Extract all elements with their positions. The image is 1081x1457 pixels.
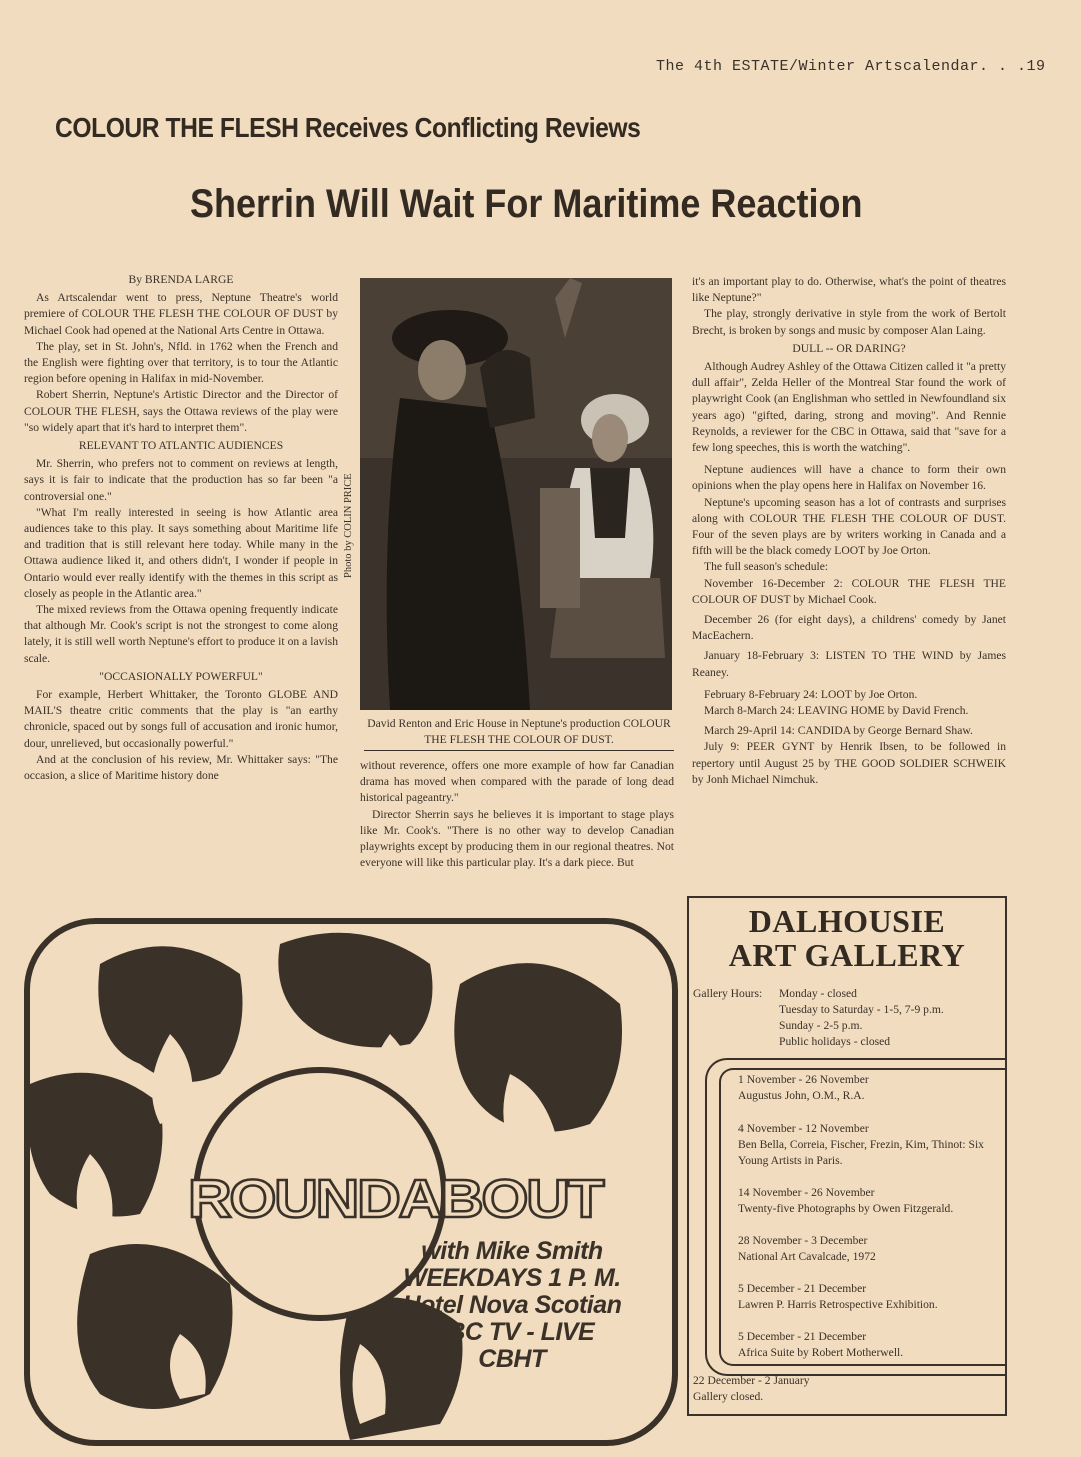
exhibition-title: Lawren P. Harris Retrospective Exhibition. bbox=[738, 1298, 938, 1311]
ad-details bbox=[382, 1238, 642, 1373]
paragraph: it's an important play to do. Otherwise, what's the point of theatres like Neptune?" bbox=[692, 275, 1006, 305]
paragraph: Neptune's upcoming season has a lot of contrasts and surprises along with COLOUR THE FLESH THE COLOUR OF DUST. Four of the seven plays are by writers working in Canada and a fifth will be the black comedy LOOT by Joe Orton. bbox=[692, 495, 1006, 558]
subheading: DULL -- OR DARING? bbox=[792, 341, 906, 355]
exhibition-dates: 5 December - 21 December bbox=[738, 1330, 867, 1343]
exhibition-item bbox=[738, 1121, 1000, 1169]
schedule-item: February 8-February 24: LOOT by Joe Orton. bbox=[704, 687, 918, 701]
paragraph: For example, Herbert Whittaker, the Toronto GLOBE AND MAIL'S theatre critic comments that the play is "an earthy chronicle, spaced out by songs full of accusation and ironic humor, dour, unrelieved, but occasionally powerful." bbox=[24, 688, 338, 750]
exhibition-dates: 1 November - 26 November bbox=[738, 1073, 869, 1086]
paragraph: The play, set in St. John's, Nfld. in 1762 when the French and the English were fighting over that territory, is to tour the Atlantic region before opening in Halifax in mid-November. bbox=[24, 339, 338, 386]
exhibition-item bbox=[738, 1281, 1000, 1313]
paragraph: without reverence, offers one more example of how far Canadian drama has moved when compared with the parade of long dead historical pageantry." bbox=[360, 759, 674, 805]
ad-time: WEEKDAYS 1 P. M. bbox=[403, 1264, 621, 1292]
article-kicker: COLOUR THE FLESH Receives Conflicting Reviews bbox=[55, 112, 641, 143]
article-column-2 bbox=[360, 758, 674, 871]
exhibition-dates: 14 November - 26 November bbox=[738, 1186, 875, 1199]
closed-dates: 22 December - 2 January bbox=[693, 1374, 810, 1387]
byline: By BRENDA LARGE bbox=[128, 273, 234, 286]
article-column-3 bbox=[692, 274, 1006, 788]
exhibition-title: Twenty-five Photographs by Owen Fitzgerald. bbox=[738, 1202, 954, 1215]
schedule-item: July 9: PEER GYNT by Henrik Ibsen, to be followed in repertory until August 25 by THE GOOD SOLDIER SCHWEIK by Jonh Michael Nimchuk. bbox=[692, 740, 1006, 786]
paragraph: Although Audrey Ashley of the Ottawa Citizen called it "a pretty dull affair", Zelda Heller of the Montreal Star found the work of playwright Cook (an Englishman who settled in Newfoundland six years ago) "gifted, daring, strong and moving". And Rennie Reynolds, a reviewer for the CBC in Ottawa, said that "save for a few long speeches, this is worth the watching". bbox=[692, 360, 1006, 455]
running-head: The 4th ESTATE/Winter Artscalendar. . .19 bbox=[656, 58, 1046, 75]
exhibition-title: National Art Cavalcade, 1972 bbox=[738, 1250, 876, 1263]
paragraph: Neptune audiences will have a chance to form their own opinions when the play opens here in Halifax on November 16. bbox=[692, 463, 1006, 493]
hours-label: Gallery Hours: bbox=[693, 987, 763, 1000]
exhibition-dates: 4 November - 12 November bbox=[738, 1122, 869, 1135]
ad-host: with Mike Smith bbox=[421, 1237, 603, 1265]
exhibition-dates: 28 November - 3 December bbox=[738, 1234, 868, 1247]
photo-illustration bbox=[360, 278, 672, 710]
exhibition-title: Ben Bella, Correia, Fischer, Frezin, Kim, Thinot: Six Young Artists in Paris. bbox=[738, 1138, 984, 1167]
hours-line: Monday - closed bbox=[779, 987, 857, 1000]
paragraph: The play, strongly derivative in style from the work of Bertolt Brecht, is broken by songs and music by composer Alan Laing. bbox=[692, 307, 1006, 337]
ad-venue: Hotel Nova Scotian bbox=[402, 1291, 622, 1319]
hours-line: Sunday - 2-5 p.m. bbox=[779, 1019, 863, 1032]
paragraph: The full season's schedule: bbox=[704, 560, 829, 574]
gallery-title-line-2: ART GALLERY bbox=[728, 937, 966, 973]
paragraph: Robert Sherrin, Neptune's Artistic Director and the Director of COLOUR THE FLESH, says the Ottawa reviews of the play were "so widely apart that it's hard to interpret them". bbox=[24, 388, 338, 434]
paragraph: As Artscalendar went to press, Neptune Theatre's world premiere of COLOUR THE FLESH THE COLOUR OF DUST by Michael Cook had opened at the National Arts Centre in Ottawa. bbox=[24, 291, 338, 337]
exhibition-title: Augustus John, O.M., R.A. bbox=[738, 1089, 865, 1102]
exhibition-bracket-inner bbox=[719, 1068, 1007, 1366]
exhibition-item bbox=[738, 1329, 1000, 1361]
schedule-item: December 26 (for eight days), a childrens' comedy by Janet MacEachern. bbox=[692, 613, 1006, 643]
ad-network: CBC TV - LIVE bbox=[429, 1318, 595, 1346]
hours-line: Tuesday to Saturday - 1-5, 7-9 p.m. bbox=[779, 1003, 944, 1016]
paragraph: "What I'm really interested in seeing is how Atlantic area audiences take to this play. It says something about Maritime life and tradition that is still relevant here today. While many in the Ottawa audience liked it, and others didn't, I wonder if people in Ontario would ever really identify with the themes in this script as closely as people in the Atlantic area." bbox=[24, 505, 338, 600]
schedule-item: March 8-March 24: LEAVING HOME by David French. bbox=[704, 704, 969, 718]
paragraph: Director Sherrin says he believes it is important to stage plays like Mr. Cook's. "There is no other way to develop Canadian playwrights except by producing them in our regional theatres. Not everyone will like this particular play. It's a dark piece. But bbox=[360, 807, 674, 870]
hours-line: Public holidays - closed bbox=[779, 1035, 891, 1048]
gallery-closed-notice bbox=[693, 1373, 993, 1405]
photo-caption: David Renton and Eric House in Neptune's production COLOUR THE FLESH THE COLOUR OF DUST. bbox=[364, 716, 674, 751]
closed-text: Gallery closed. bbox=[693, 1390, 764, 1403]
photo-credit: Photo by COLIN PRICE bbox=[343, 473, 354, 578]
schedule-item: March 29-April 14: CANDIDA by George Bernard Shaw. bbox=[704, 724, 973, 738]
subheading: "OCCASIONALLY POWERFUL" bbox=[99, 669, 263, 683]
gallery-title bbox=[687, 904, 1007, 972]
exhibition-dates: 5 December - 21 December bbox=[738, 1282, 867, 1295]
article-headline: Sherrin Will Wait For Maritime Reaction bbox=[190, 182, 863, 226]
schedule-item: November 16-December 2: COLOUR THE FLESH THE COLOUR OF DUST by Michael Cook. bbox=[692, 576, 1006, 606]
paragraph: The mixed reviews from the Ottawa opening frequently indicate that although Mr. Cook's script is not the strongest to come along lately, it is still well worth Neptune's effort to produce it on a lavish scale. bbox=[24, 603, 338, 665]
ad-station: CBHT bbox=[478, 1345, 546, 1373]
paragraph: Mr. Sherrin, who prefers not to comment on reviews at length, says it is fair to indicate that the production has so far been "a controversial one." bbox=[24, 457, 338, 503]
exhibition-item bbox=[738, 1072, 1000, 1104]
gallery-hours bbox=[693, 986, 1003, 1050]
exhibition-item bbox=[738, 1185, 1002, 1217]
exhibition-item bbox=[738, 1233, 1000, 1265]
gallery-title-line-1: DALHOUSIE bbox=[748, 903, 946, 939]
production-photo bbox=[360, 278, 672, 710]
ad-title: ROUNDABOUT bbox=[188, 1169, 603, 1229]
exhibition-title: Africa Suite by Robert Motherwell. bbox=[738, 1346, 904, 1359]
paragraph: And at the conclusion of his review, Mr. Whittaker says: "The occasion, a slice of Maritime history done bbox=[24, 752, 338, 783]
subheading: RELEVANT TO ATLANTIC AUDIENCES bbox=[78, 439, 284, 453]
article-column-1 bbox=[24, 272, 338, 784]
schedule-item: January 18-February 3: LISTEN TO THE WIND by James Reaney. bbox=[692, 649, 1006, 679]
